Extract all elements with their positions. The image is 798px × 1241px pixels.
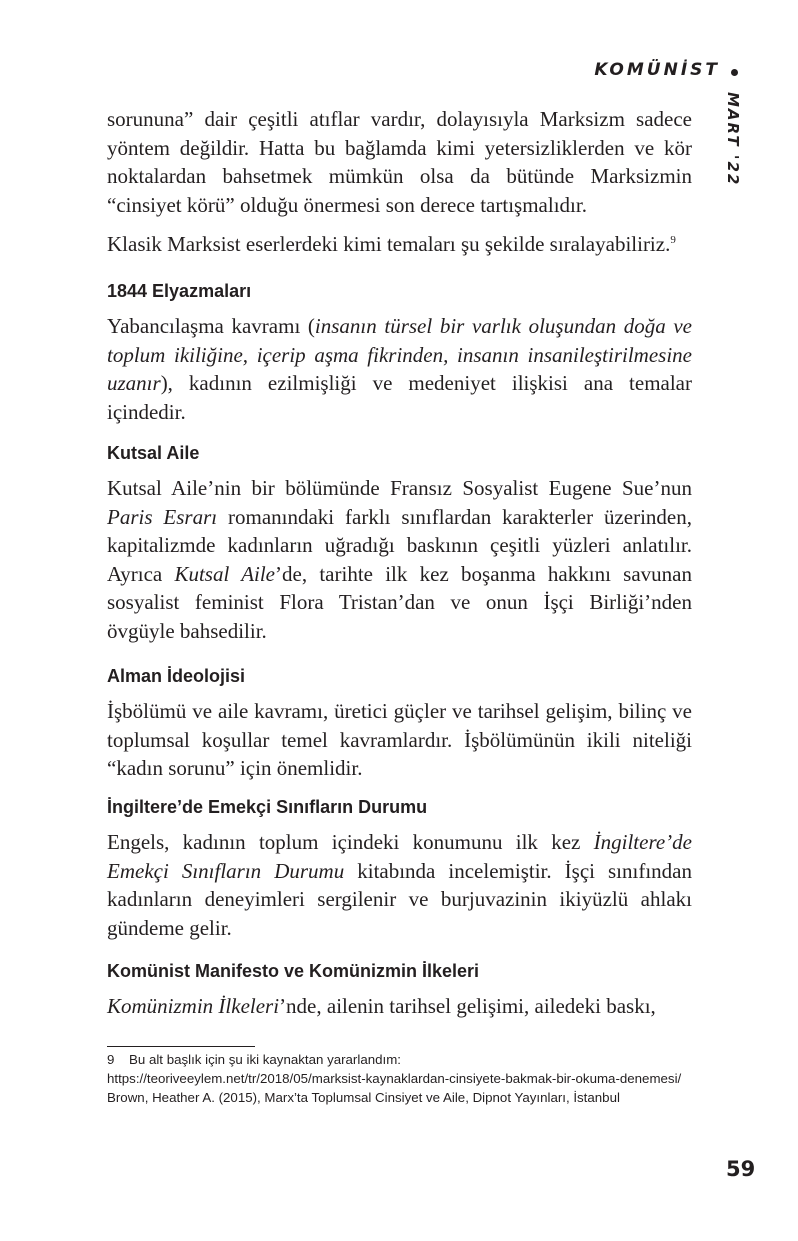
section-heading: Kutsal Aile xyxy=(107,443,200,463)
text-segment: Yabancılaşma kavramı ( xyxy=(107,314,315,338)
italic-segment: Paris Esrarı xyxy=(107,504,218,529)
section-paragraph xyxy=(107,312,692,426)
text-segment: İşbölümü ve aile kavramı, üretici güçler ve tarihsel gelişim, bilinç ve toplumsal koşullar temel kavramlardır. İşbölümünün ikili niteliği “kadın sorunu” için önemlidir. xyxy=(107,699,692,780)
section-paragraph xyxy=(107,828,692,942)
italic-segment: Komünizmin İlkeleri xyxy=(107,994,280,1018)
text-segment: ’nde, ailenin tarihsel gelişimi, ailedeki baskı, xyxy=(279,994,656,1018)
footnote-url[interactable]: https://teoriveeylem.net/tr/2018/05/marksist-kaynaklardan-cinsiyete-bakmak-bir-okuma-denemesi/ xyxy=(107,1071,682,1086)
page-number: 59 xyxy=(726,1157,756,1181)
footnote-text: Bu alt başlık için şu iki kaynaktan yararlandım: xyxy=(129,1052,401,1067)
text-segment: ’de, tarihte ilk kez boşanma hakkını savunan sosyalist feminist Flora Tristan’dan ve onun İşçi Birliği’nden övgüyle bahsedilir. xyxy=(107,561,692,643)
footnote xyxy=(107,1050,697,1107)
issue-label: MART '22 xyxy=(724,92,742,187)
footnote-number: 9 xyxy=(107,1052,115,1067)
text-segment: kitabında incelemiştir. İşçi sınıfından kadınların deneyimleri sergilenir ve burjuvazinin ikiyüzlü ahlakı gündeme gelir. xyxy=(107,858,692,940)
section-1844 xyxy=(107,279,692,426)
section-ingiltere xyxy=(107,795,692,942)
section-manifesto xyxy=(107,959,692,1021)
section-paragraph xyxy=(107,992,692,1021)
section-alman-ideolojisi xyxy=(107,664,692,783)
footnote-reference: Brown, Heather A. (2015), Marx’ta Toplumsal Cinsiyet ve Aile, Dipnot Yayınları, İstanbul xyxy=(107,1090,620,1105)
section-paragraph xyxy=(107,474,692,645)
footnote-ref[interactable]: 9 xyxy=(670,234,676,246)
intro-paragraph: sorununa” dair çeşitli atıflar vardır, dolayısıyla Marksizm sadece yöntem değildir. Hatta bu bağlamda kimi yetersizliklerden ve kör noktalardan bahsetmek mümkün olsa da bütünde Marksizmin “cinsiyet körü” olduğu önermesi son derece tartışmalıdır. xyxy=(107,107,692,217)
section-heading: Alman İdeolojisi xyxy=(107,666,246,686)
italic-segment: Kutsal Aile xyxy=(174,561,276,586)
italic-segment: İngiltere’de Emekçi Sınıfların Durumu xyxy=(107,830,692,883)
section-heading: Komünist Manifesto ve Komünizmin İlkeleri xyxy=(107,961,480,981)
intro-block xyxy=(107,105,692,259)
text-segment: Kutsal Aile’nin bir bölümünde Fransız Sosyalist Eugene Sue’nun xyxy=(107,476,692,500)
section-heading: 1844 Elyazmaları xyxy=(107,281,252,301)
text-segment: ), kadının ezilmişliği ve medeniyet ilişkisi ana temalar içindedir. xyxy=(107,371,692,424)
footnote-divider xyxy=(107,1046,255,1047)
separator-dot xyxy=(731,69,738,76)
section-heading: İngiltere’de Emekçi Sınıfların Durumu xyxy=(107,797,428,817)
list-intro-paragraph xyxy=(107,226,692,259)
text-segment: romanındaki farklı sınıflardan karakterler üzerinden, kapitalizmde kadınların uğradığı baskının çeşitli yüzleri anlatılır. Ayrıca xyxy=(107,504,693,586)
section-paragraph xyxy=(107,697,692,783)
list-intro-text: Klasik Marksist eserlerdeki kimi temaları şu şekilde sıralayabiliriz. xyxy=(107,232,671,256)
section-kutsal-aile xyxy=(107,441,692,645)
text-segment: Engels, kadının toplum içindeki konumunu ilk kez xyxy=(107,830,594,854)
italic-segment: insanın türsel bir varlık oluşundan doğa ve toplum ikiliğine, içerip aşma fikrinden, insanın insanileştirilmesine uzanır xyxy=(107,314,692,395)
magazine-title: KOMÜNİST xyxy=(594,60,720,80)
